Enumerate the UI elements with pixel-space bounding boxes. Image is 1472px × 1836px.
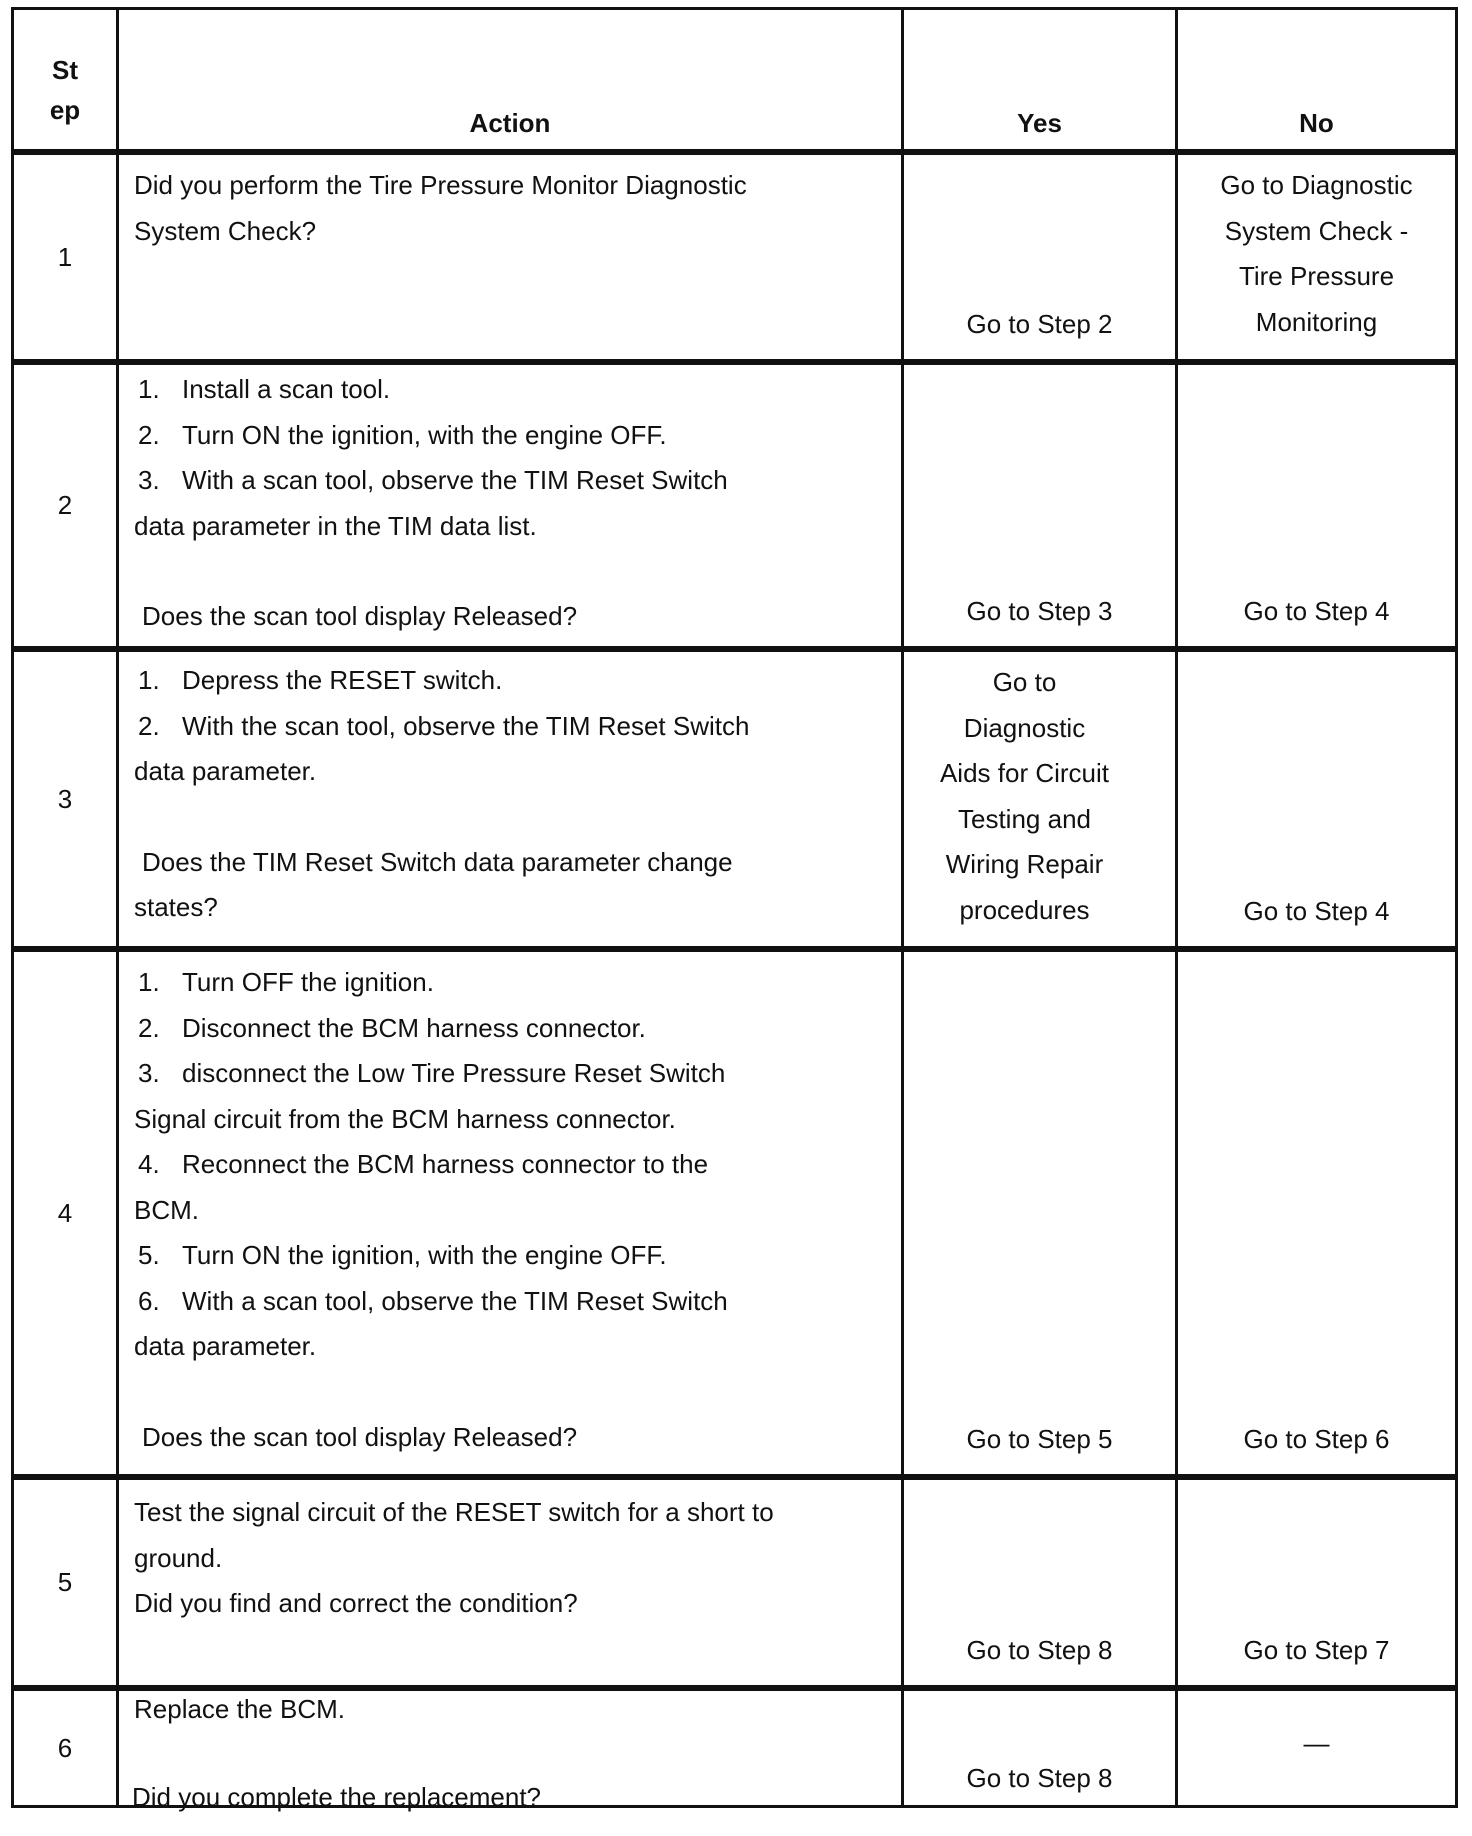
no-result: Go to Step 7 [1243,1634,1390,1665]
no-result-line: Monitoring [1255,306,1378,337]
no-cell [1175,1477,1458,1688]
yes-result: Go to Step 8 [966,1762,1113,1793]
action-line: Did you perform the Tire Pressure Monitor Diagnostic [134,170,747,200]
step-number: 4 [11,949,119,1477]
yes-result: Go to Step 2 [966,308,1113,339]
action-line: Replace the BCM. [134,1694,345,1724]
no-cell [1175,649,1458,949]
yes-cell [901,1477,1178,1688]
no-cell [1175,152,1458,362]
table-row [14,155,1458,365]
action-cell [116,152,904,362]
yes-cell [901,649,1178,949]
no-result: Go to Step 6 [1243,1423,1390,1454]
header-yes: Yes [901,7,1178,152]
action-line: System Check? [134,215,317,246]
table-row [14,952,1458,1480]
action-cell [116,949,904,1477]
yes-cell [901,152,1178,362]
action-step: 1. Turn OFF the ignition. [138,967,434,997]
yes-result-line: Aids for Circuit [939,758,1110,788]
yes-result-line: Go to [992,667,1057,697]
step-number: 1 [11,152,119,362]
action-cell [116,649,904,949]
action-question: Does the scan tool display Released? [142,1421,578,1452]
action-cell [116,362,904,649]
no-result-line: System Check - [1224,215,1409,246]
yes-result: Go to Step 3 [966,595,1113,626]
action-step: 5. Turn ON the ignition, with the engine OFF. [138,1240,667,1270]
yes-result: Go to Step 8 [966,1634,1113,1665]
no-result-line: Tire Pressure [1238,261,1395,291]
yes-cell [901,949,1178,1477]
yes-cell [901,362,1178,649]
action-line: ground. [134,1542,223,1573]
action-line: data parameter in the TIM data list. [134,510,537,541]
action-question: Does the TIM Reset Switch data parameter change [142,846,733,877]
no-cell [1175,362,1458,649]
no-result: Go to Step 4 [1243,895,1390,926]
yes-cell [901,1688,1178,1808]
action-step: 2. With the scan tool, observe the TIM Reset Switch [138,710,750,741]
header-step: St ep [11,7,119,152]
action-question: Does the scan tool display Released? [142,601,578,631]
no-result: Go to Step 4 [1243,595,1390,626]
header-row [14,10,1458,155]
action-step: 3. disconnect the Low Tire Pressure Reset Switch [138,1058,726,1088]
action-cell [116,1477,904,1688]
step-number: 3 [11,649,119,949]
action-step: 3. With a scan tool, observe the TIM Reset Switch [138,465,728,495]
action-step: 1. Install a scan tool. [138,374,391,404]
action-step: 4. Reconnect the BCM harness connector to the [138,1149,709,1179]
action-line: data parameter. [134,756,317,786]
header-action: Action [116,7,904,152]
action-line: states? [134,892,218,922]
no-cell [1175,1688,1458,1808]
yes-result: Go to Step 5 [966,1423,1113,1454]
step-number: 2 [11,362,119,649]
action-cell [116,1688,904,1812]
no-cell [1175,949,1458,1477]
step-number: 5 [11,1477,119,1688]
table-row [14,1480,1458,1691]
action-line: Test the signal circuit of the RESET switch for a short to [134,1497,774,1527]
action-step: 1. Depress the RESET switch. [138,665,503,695]
action-step: 2. Disconnect the BCM harness connector. [138,1012,646,1043]
no-result-line: Go to Diagnostic [1220,170,1413,200]
no-result: — [1303,1728,1330,1758]
action-line: Signal circuit from the BCM harness connector. [134,1103,676,1134]
table-row [14,1691,1458,1811]
yes-result-line: procedures [959,894,1090,925]
action-line: data parameter. [134,1331,317,1361]
action-step: 6. With a scan tool, observe the TIM Reset Switch [138,1285,728,1316]
yes-result-line: Wiring Repair [945,849,1104,879]
table-row [14,365,1458,652]
header-no: No [1175,7,1458,152]
yes-result-line: Diagnostic [963,712,1086,743]
table-row [14,652,1458,952]
action-question: Did you complete the replacement? [132,1781,542,1812]
action-line: BCM. [134,1194,199,1225]
action-step: 2. Turn ON the ignition, with the engine OFF. [138,419,667,450]
action-line: Did you find and correct the condition? [134,1588,578,1618]
yes-result-line: Testing and [958,803,1091,834]
diagnostic-table [14,10,1458,1812]
step-number: 6 [11,1688,119,1808]
